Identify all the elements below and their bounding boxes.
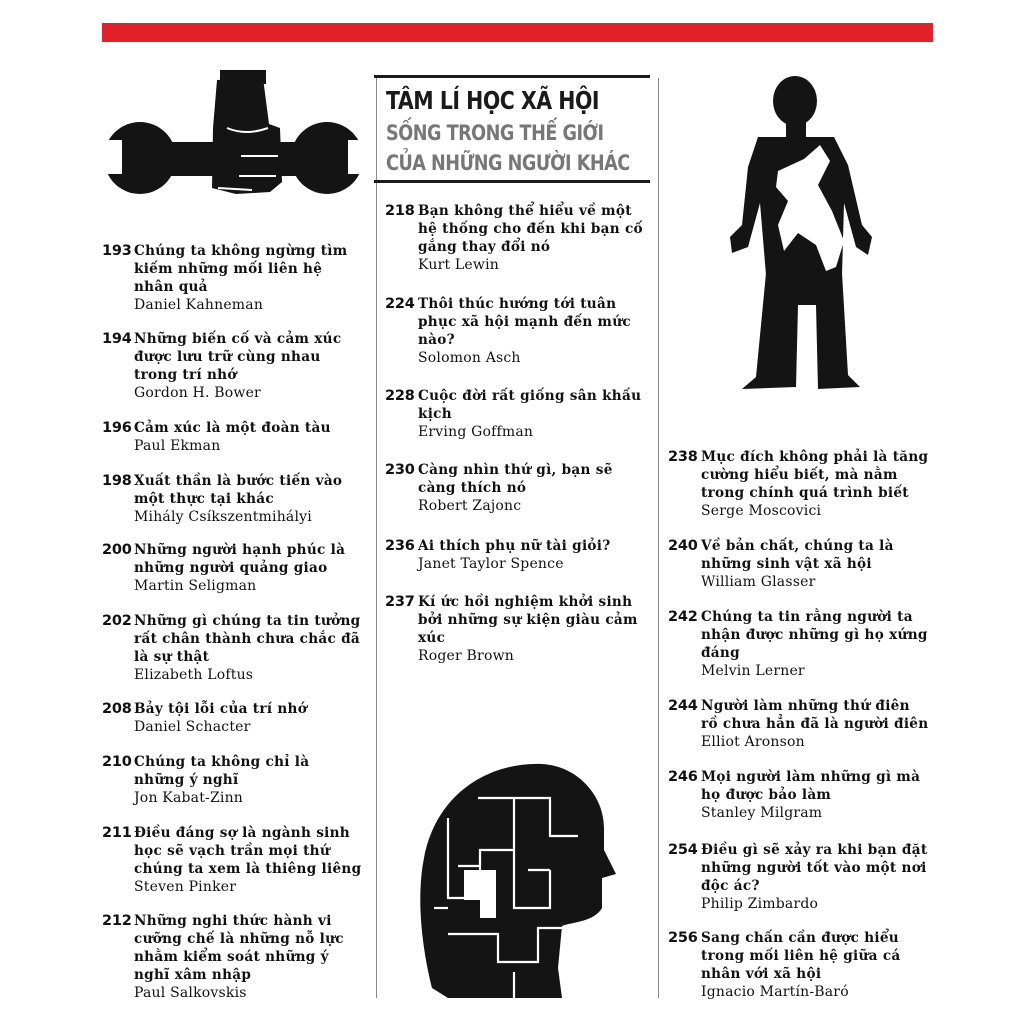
entry-title-line: Những nghi thức hành vi	[134, 913, 332, 929]
entry-title-line: Về bản chất, chúng ta là	[701, 538, 894, 554]
entry-title-line: Người làm những thứ điên	[701, 698, 910, 714]
entry-author: Serge Moscovici	[701, 503, 822, 519]
entry-title-line: Bạn không thể hiểu về một	[418, 203, 632, 219]
entry-title-line: Thôi thúc hướng tới tuân	[418, 296, 617, 312]
entry-title-line: Những biến cố và cảm xúc	[134, 331, 342, 347]
toc-entry	[102, 912, 362, 1002]
page-number: 240	[668, 538, 698, 554]
entry-title-line: Mọi người làm những gì mà	[701, 769, 921, 785]
page-number: 218	[385, 203, 415, 219]
entry-author: Erving Goffman	[418, 424, 534, 440]
figure-with-puzzle-icon	[720, 75, 880, 395]
page-number: 236	[385, 538, 415, 554]
entry-author: Mihály Csíkszentmihályi	[134, 509, 312, 525]
toc-entry	[668, 537, 928, 591]
toc-entry	[668, 608, 928, 680]
entry-title-line: những người tốt vào một nơi	[701, 860, 927, 876]
wrench-hand-icon	[100, 70, 370, 200]
entry-title-line: được lưu trữ cùng nhau	[134, 349, 321, 365]
entry-title-line: trong mối liên hệ giữa cá	[701, 948, 901, 964]
page-number: 211	[102, 825, 132, 841]
column-divider-left	[376, 78, 377, 998]
page-number: 196	[102, 420, 132, 436]
entry-title-line: họ được bảo làm	[701, 787, 832, 803]
toc-entry	[668, 929, 928, 1001]
toc-entry	[102, 700, 362, 736]
toc-entry	[385, 295, 645, 367]
entry-author: Roger Brown	[418, 648, 514, 664]
entry-title-line: những sinh vật xã hội	[701, 556, 872, 572]
toc-entry	[102, 824, 362, 896]
entry-title-line: Kí ức hồi nghiệm khởi sinh	[418, 594, 633, 610]
page-number: 228	[385, 388, 415, 404]
entry-title-line: cường hiểu biết, mà nằm	[701, 467, 898, 483]
section-title: TÂM LÍ HỌC XÃ HỘI	[386, 86, 600, 115]
entry-author: Martin Seligman	[134, 578, 257, 594]
entry-title-line: gắng thay đổi nó	[418, 239, 551, 255]
entry-author: Kurt Lewin	[418, 257, 499, 273]
entry-title-line: nhận được những gì họ xứng	[701, 627, 928, 643]
entry-title-line: Điều đáng sợ là ngành sinh	[134, 825, 350, 841]
entry-author: Ignacio Martín-Baró	[701, 984, 849, 1000]
entry-author: Gordon H. Bower	[134, 385, 261, 401]
toc-entry	[102, 472, 362, 526]
page-number: 200	[102, 542, 132, 558]
entry-title-line: những ý nghĩ	[134, 772, 239, 788]
heading-bottom-rule	[374, 180, 650, 183]
page-number: 244	[668, 698, 698, 714]
entry-author: Paul Salkovskis	[134, 985, 247, 1001]
entry-title-line: nào?	[418, 332, 455, 348]
page-number: 224	[385, 296, 415, 312]
entry-title-line: nghĩ xâm nhập	[134, 967, 252, 983]
entry-title-line: bởi những sự kiện giàu cảm	[418, 612, 638, 628]
section-subtitle-line-1: SỐNG TRONG THẾ GIỚI	[386, 121, 604, 145]
entry-title-line: Sang chấn cần được hiểu	[701, 930, 899, 946]
page-number: 230	[385, 462, 415, 478]
entry-title-line: trong chính quá trình biết	[701, 485, 909, 501]
entry-author: Janet Taylor Spence	[418, 556, 564, 572]
entry-title-line: Chúng ta không ngừng tìm	[134, 243, 348, 259]
entry-title-line: hệ thống cho đến khi bạn cố	[418, 221, 643, 237]
entry-title-line: học sẽ vạch trần mọi thứ	[134, 843, 331, 859]
page-number: 238	[668, 449, 698, 465]
entry-title-line: Cảm xúc là một đoàn tàu	[134, 420, 331, 436]
entry-title-line: Chúng ta tin rằng người ta	[701, 609, 913, 625]
toc-entry	[102, 612, 362, 684]
entry-title-line: đáng	[701, 645, 740, 661]
entry-title-line: phục xã hội mạnh đến mức	[418, 314, 631, 330]
entry-author: Daniel Schacter	[134, 719, 251, 735]
red-header-bar	[102, 23, 933, 42]
entry-title-line: Mục đích không phải là tăng	[701, 449, 929, 465]
entry-author: Daniel Kahneman	[134, 297, 264, 313]
entry-author: Paul Ekman	[134, 438, 221, 454]
entry-title-line: xúc	[418, 630, 446, 646]
entry-title-line: Điều gì sẽ xảy ra khi bạn đặt	[701, 842, 928, 858]
toc-entry	[385, 202, 645, 274]
page-number: 198	[102, 473, 132, 489]
entry-title-line: Ai thích phụ nữ tài giỏi?	[418, 538, 611, 554]
page-number: 208	[102, 701, 132, 717]
entry-title-line: những người quảng giao	[134, 560, 328, 576]
heading-top-rule	[374, 75, 650, 78]
maze-head-icon	[418, 758, 618, 998]
page-number: 256	[668, 930, 698, 946]
page-number: 242	[668, 609, 698, 625]
toc-entry	[102, 419, 362, 455]
entry-title-line: kiếm những mối liên hệ	[134, 261, 323, 277]
entry-title-line: Càng nhìn thứ gì, bạn sẽ	[418, 462, 613, 478]
entry-title-line: rất chân thành chưa chắc đã	[134, 631, 361, 647]
entry-title-line: rồ chưa hẳn đã là người điên	[701, 716, 929, 732]
page-number: 212	[102, 913, 132, 929]
entry-title-line: kịch	[418, 406, 452, 422]
entry-author: Solomon Asch	[418, 350, 521, 366]
toc-entry	[102, 242, 362, 314]
toc-entry	[668, 841, 928, 913]
toc-entry	[385, 461, 645, 515]
entry-author: Steven Pinker	[134, 879, 237, 895]
toc-entry	[668, 697, 928, 751]
entry-title-line: Chúng ta không chỉ là	[134, 754, 310, 770]
entry-author: Jon Kabat-Zinn	[134, 790, 244, 806]
entry-title-line: Những gì chúng ta tin tưởng	[134, 613, 361, 629]
entry-title-line: nhân quả	[134, 279, 208, 295]
entry-author: William Glasser	[701, 574, 816, 590]
toc-entry	[668, 768, 928, 822]
toc-entry	[102, 753, 362, 807]
page-number: 254	[668, 842, 698, 858]
entry-title-line: nhằm kiểm soát những ý	[134, 949, 329, 965]
page-number: 194	[102, 331, 132, 347]
entry-author: Elliot Aronson	[701, 734, 805, 750]
entry-title-line: Xuất thần là bước tiến vào	[134, 473, 343, 489]
toc-entry	[385, 387, 645, 441]
page-number: 202	[102, 613, 132, 629]
page-number: 210	[102, 754, 132, 770]
page-number: 193	[102, 243, 132, 259]
entry-author: Melvin Lerner	[701, 663, 805, 679]
toc-entry	[102, 541, 362, 595]
section-subtitle-line-2: CỦA NHỮNG NGƯỜI KHÁC	[386, 151, 630, 175]
entry-title-line: nhân với xã hội	[701, 966, 822, 982]
entry-title-line: trong trí nhớ	[134, 367, 237, 383]
entry-title-line: Cuộc đời rất giống sân khấu	[418, 388, 642, 404]
entry-title-line: chúng ta xem là thiêng liêng	[134, 861, 362, 877]
entry-author: Robert Zajonc	[418, 498, 522, 514]
toc-entry	[668, 448, 928, 520]
entry-title-line: độc ác?	[701, 878, 760, 894]
entry-title-line: là sự thật	[134, 649, 210, 665]
entry-author: Elizabeth Loftus	[134, 667, 254, 683]
page-number: 246	[668, 769, 698, 785]
entry-author: Philip Zimbardo	[701, 896, 819, 912]
entry-title-line: Bảy tội lỗi của trí nhớ	[134, 701, 308, 717]
entry-title-line: Những người hạnh phúc là	[134, 542, 346, 558]
toc-entry	[385, 593, 645, 665]
entry-title-line: cưỡng chế là những nỗ lực	[134, 931, 344, 947]
entry-title-line: một thực tại khác	[134, 491, 274, 507]
column-divider-right	[658, 78, 659, 998]
page-number: 237	[385, 594, 415, 610]
section-heading	[374, 75, 650, 185]
entry-author: Stanley Milgram	[701, 805, 823, 821]
toc-entry	[385, 537, 645, 573]
entry-title-line: càng thích nó	[418, 480, 527, 496]
toc-entry	[102, 330, 362, 402]
